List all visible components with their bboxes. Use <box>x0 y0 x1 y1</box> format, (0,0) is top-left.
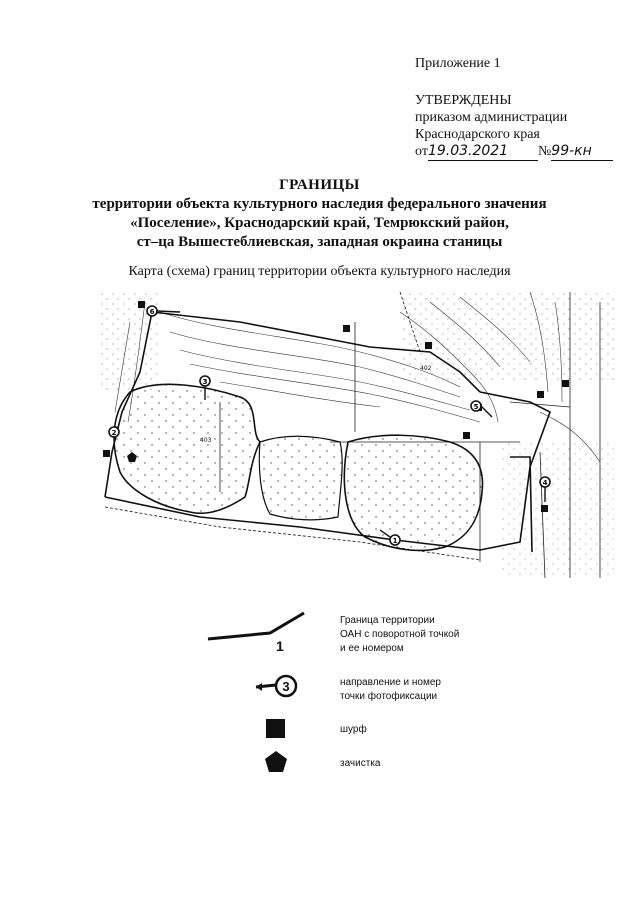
svg-text:4: 4 <box>542 479 548 487</box>
title-line-1: ГРАНИЦЫ <box>279 177 360 193</box>
title-line-3: «Поселение», Краснодарский край, Темрюкский район, <box>130 215 509 231</box>
approved-line-1: приказом администрации <box>415 110 568 125</box>
document-title <box>0 176 639 252</box>
photo-legend-text: направление и номер точки фотофиксации <box>340 677 441 702</box>
boundary-legend-text: Граница территории ОАН с поворотной точкой и ее номером <box>340 615 460 654</box>
svg-text:3: 3 <box>282 679 290 694</box>
number-prefix: № <box>537 144 552 159</box>
appendix-label: Приложение 1 <box>415 56 501 71</box>
title-line-2: территории объекта культурного наследия федерального значения <box>92 196 547 212</box>
elevation-label: 402 <box>420 365 432 372</box>
cleaning-legend-text: зачистка <box>340 758 381 769</box>
approved-line-2: Краснодарского края <box>415 127 540 142</box>
title-line-4: ст–ца Вышестеблиевская, западная окраина станицы <box>136 234 503 250</box>
territory-map <box>100 292 618 578</box>
cleaning-symbol <box>263 750 289 774</box>
boundary-line-symbol <box>200 605 310 665</box>
photo-point-symbol <box>252 672 300 700</box>
svg-text:5: 5 <box>473 403 479 411</box>
photo-point-2 <box>109 427 119 437</box>
approved-title: УТВЕРЖДЕНЫ <box>415 93 512 108</box>
test-pit-legend-text: шурф <box>340 724 367 735</box>
svg-text:1: 1 <box>276 638 284 654</box>
elevation-label: 403 <box>200 437 212 444</box>
svg-text:6: 6 <box>149 308 155 316</box>
approval-block <box>415 92 613 161</box>
svg-text:1: 1 <box>392 537 398 545</box>
date-prefix: от <box>415 144 428 159</box>
number-value: 99-кн <box>551 143 613 161</box>
date-value: 19.03.2021 <box>428 143 538 161</box>
approval-date-line <box>415 143 613 161</box>
svg-text:3: 3 <box>202 378 208 386</box>
svg-text:2: 2 <box>111 429 117 437</box>
test-pit-symbol <box>266 719 285 738</box>
map-caption: Карта (схема) границ территории объекта культурного наследия <box>128 264 511 279</box>
